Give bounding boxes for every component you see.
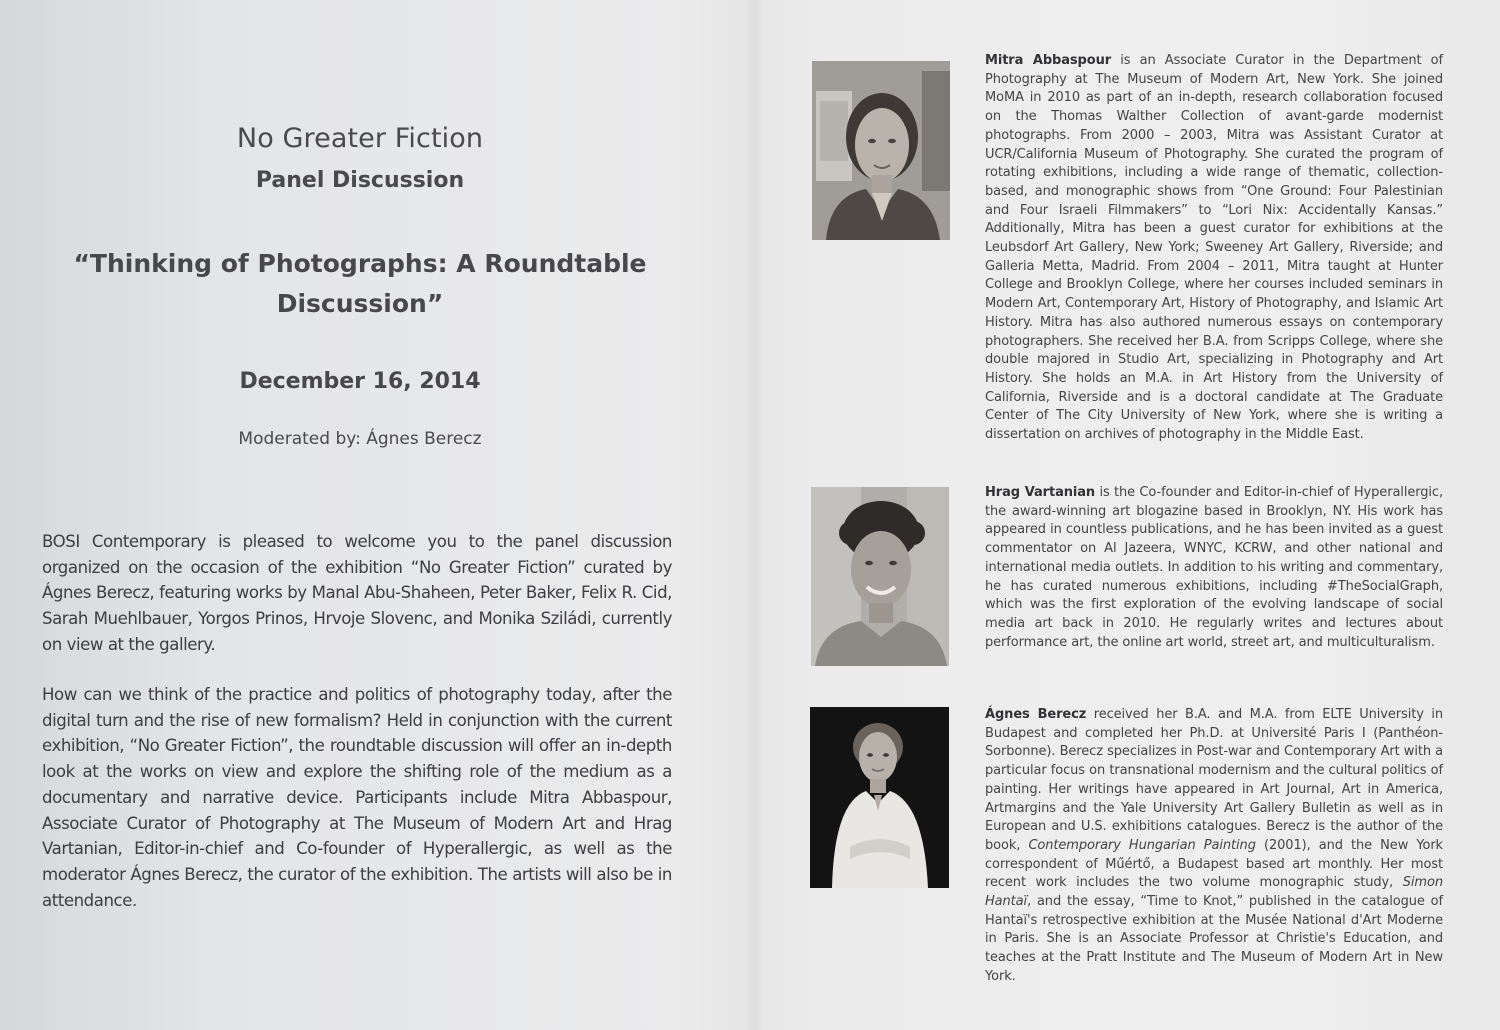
moderator-line: Moderated by: Ágnes Berecz	[238, 429, 482, 449]
bio-name: Ágnes Berecz	[985, 707, 1087, 722]
bio-name: Hrag Vartanian	[985, 485, 1096, 500]
portrait-hrag-vartanian	[811, 487, 949, 666]
bio-agnes-berecz	[985, 706, 1443, 987]
description-paragraph: How can we think of the practice and politics of photography today, after the digital turn and the rise of new formalism? Held in conjunction with the current exhibition, “No Greater Fiction”, the roundtable discussion will offer an in-depth look at the works on view and explore the shifting role of the medium as a documentary and narrative device. Participants include Mitra Abbaspour, Associate Curator of Photography at The Museum of Modern Art and Hrag Vartanian, Editor-in-chief and Co-founder of Hyperallergic, as well as the moderator Ágnes Berecz, the curator of the exhibition. The artists will also be in attendance.	[42, 685, 672, 910]
bio-text: received her B.A. and M.A. from ELTE University in Budapest and completed her Ph.D. at Université Paris I (Panthéon-Sorbonne). Berecz specializes in Post-war and Contemporary Art with a particular focus on transnational modernism and the cultural politics of painting. Her writings have appeared in Art Journal, Art in America, Artmargins and the Yale University Art Gallery Bulletin as well as in European and U.S. exhibitions catalogues. Berecz is the author of the book,	[985, 707, 1443, 853]
portrait-mitra-abbaspour	[812, 61, 950, 240]
discussion-title: “Thinking of Photographs: A Roundtable Discussion”	[73, 249, 647, 318]
bio-text: (2001), and the New York correspondent of Műértő, a Budapest based art monthly. Her most recent work includes the two volume monographic study,	[985, 837, 1443, 891]
page-fold	[745, 0, 765, 1030]
portrait-agnes-berecz	[810, 707, 949, 888]
event-type: Panel Discussion	[255, 168, 465, 193]
study-title: Simon Hantaï	[985, 875, 1443, 910]
event-date: December 16, 2014	[239, 369, 481, 394]
bio-name: Mitra Abbaspour	[985, 53, 1112, 68]
bio-text: , and the essay, “Time to Knot,” published in the catalogue of Hantaï's retrospective exhibition at the Musée National d'Art Moderne in Paris. She is an Associate Professor at Christie's Education, and teaches at the Pratt Institute and The Museum of Modern Art in New York.	[985, 894, 1443, 984]
intro-paragraph: BOSI Contemporary is pleased to welcome you to the panel discussion organized on the occasion of the exhibition “No Greater Fiction” curated by Ágnes Berecz, featuring works by Manal Abu-Shaheen, Peter Baker, Felix R. Cid, Sarah Muehlbauer, Yorgos Prinos, Hrvoje Slovenc, and Monika Sziládi, currently on view at the gallery.	[42, 532, 672, 654]
bio-hrag-vartanian	[985, 484, 1443, 652]
bio-text: is an Associate Curator in the Department of Photography at The Museum of Modern Art, New York. She joined MoMA in 2010 as part of an in-depth, research collaboration focused on the Thomas Walther Collection of avant-garde modernist photographs. From 2000 – 2003, Mitra was Assistant Curator at UCR/California Museum of Photography. She curated the program of rotating exhibitions, including a wide range of thematic, collection-based, and monographic shows from “One Ground: Four Palestinian and Four Israeli Filmmakers” to “Lori Nix: Accidentally Kansas.” Additionally, Mitra has been a guest curator for exhibitions at the Leubsdorf Art Gallery, New York; Sweeney Art Gallery, Riverside; and Galleria Metta, Madrid. From 2004 – 2011, Mitra taught at Hunter College and Brooklyn College, where her courses included seminars in Modern Art, Contemporary Art, History of Photography, and Islamic Art History. Mitra has also authored numerous essays on contemporary photographers. She received her B.A. from Scripps College, where she double majored in Studio Art, specializing in Photography and Art History. She holds an M.A. in Art History from the University of California, Riverside and is a doctoral candidate at The Graduate Center of The City University of New York, where she is writing a dissertation on archives of photography in the Middle East.	[985, 53, 1443, 443]
exhibition-title: No Greater Fiction	[236, 123, 484, 154]
bio-mitra-abbaspour	[985, 52, 1443, 445]
book-title: Contemporary Hungarian Painting	[1028, 837, 1256, 853]
bio-text: is the Co-founder and Editor-in-chief of Hyperallergic, the award-winning art blogazine based in Brooklyn, NY. His work has appeared in countless publications, and he has been invited as a guest commentator on Al Jazeera, WNYC, KCRW, and other national and international media outlets. In addition to his writing and commentary, he has curated numerous exhibitions, including #TheSocialGraph, which was the first exploration of the evolving landscape of social media art back in 2010. He regularly writes and lectures about performance art, the online art world, street art, and multiculturalism.	[985, 485, 1443, 650]
